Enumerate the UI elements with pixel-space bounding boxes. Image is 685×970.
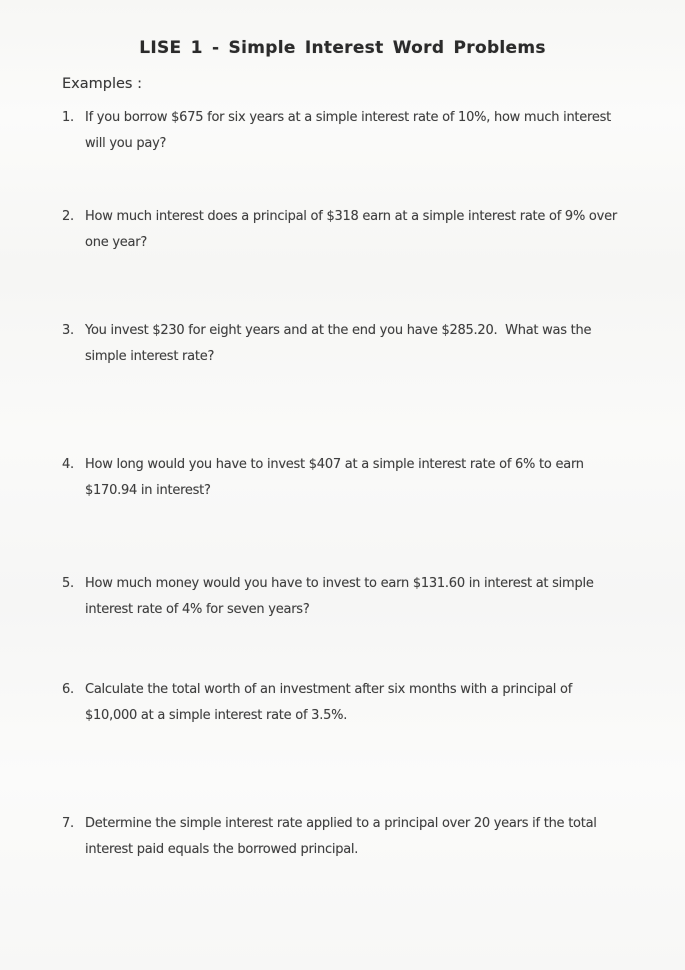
problem-text: Calculate the total worth of an investment after six months with a principal of $10,000 at a simple interest rate of 3.5%. [85,682,576,723]
problem-text: If you borrow $675 for six years at a simple interest rate of 10%, how much interest will you pay? [85,110,615,151]
problem-item-4 [62,452,627,503]
problem-list [0,105,685,862]
problem-item-5 [62,571,627,622]
problem-number: 1. [62,110,74,125]
problem-item-6 [62,677,627,728]
problem-item-3 [62,318,627,369]
problem-text: Determine the simple interest rate applied to a principal over 20 years if the total interest paid equals the borrowed principal. [85,816,601,857]
problem-number: 2. [62,209,74,224]
problem-number: 4. [62,457,74,472]
page-title: LISE 1 - Simple Interest Word Problems [139,38,546,58]
problem-text: How much interest does a principal of $318 earn at a simple interest rate of 9% over one year? [85,209,621,250]
problem-item-1 [62,105,627,156]
problem-text: You invest $230 for eight years and at the end you have $285.20. What was the simple interest rate? [85,323,596,364]
problem-text: How long would you have to invest $407 at a simple interest rate of 6% to earn $170.94 in interest? [85,457,588,498]
problem-item-7 [62,811,627,862]
problem-number: 5. [62,576,74,591]
problem-number: 3. [62,323,74,338]
problem-item-2 [62,204,627,255]
problem-number: 7. [62,816,74,831]
problem-text: How much money would you have to invest to earn $131.60 in interest at simple interest rate of 4% for seven years? [85,576,598,617]
problem-number: 6. [62,682,74,697]
examples-label: Examples : [62,76,142,92]
